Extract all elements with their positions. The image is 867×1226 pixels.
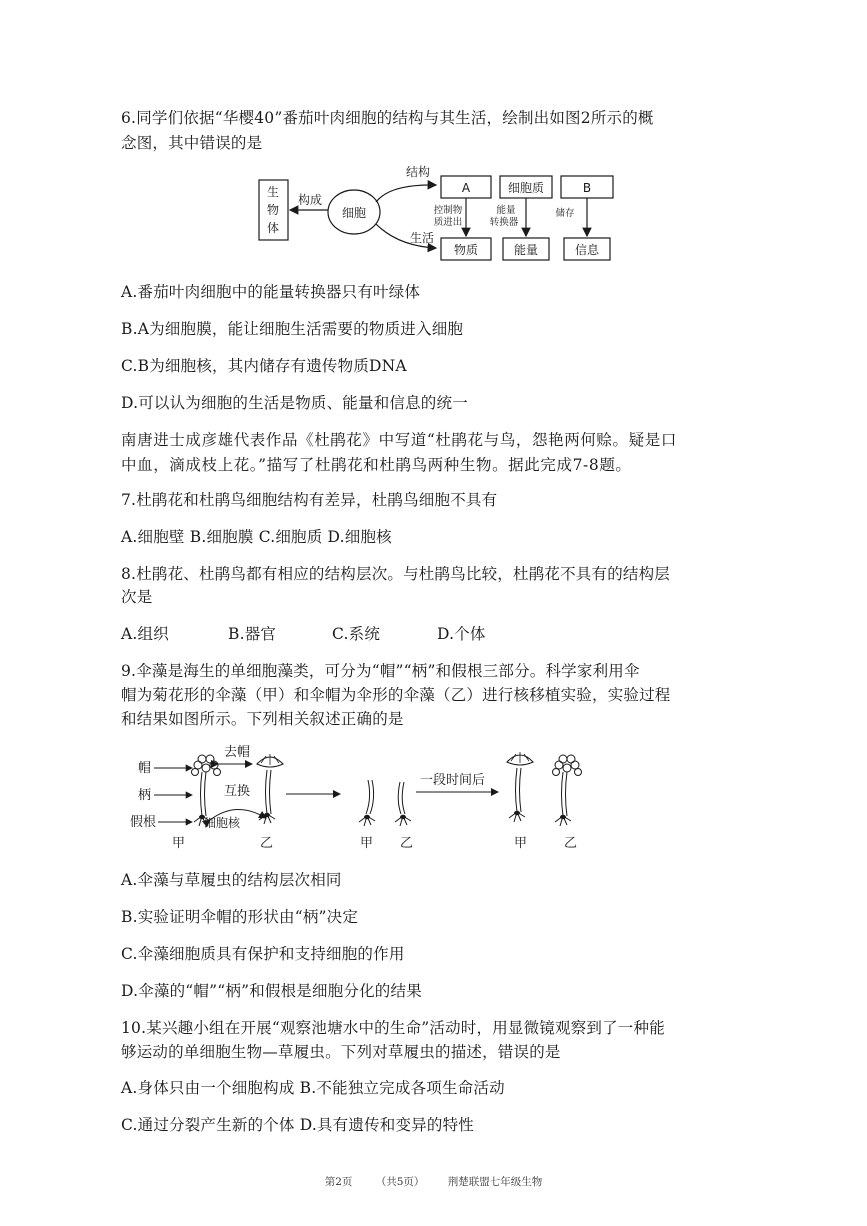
q9-option-d: D.伞藻的“帽”“柄”和假根是细胞分化的结果 [121, 982, 422, 1000]
box-a-label: A [461, 181, 471, 195]
exchange-label: 互换 [224, 784, 251, 799]
q8-stem-line2: 次是 [121, 588, 153, 606]
stage3-jia-alga [507, 752, 533, 822]
info-label: 信息 [574, 243, 600, 257]
q9-transplant-figure [120, 742, 590, 854]
q9-stem-line3: 和结果如图所示。下列相关叙述正确的是 [121, 710, 404, 728]
stage2-jia-stalk [359, 780, 375, 826]
q8-option-b: B.器官 [228, 625, 277, 643]
footer-title: 荆楚联盟七年级生物 [447, 1176, 543, 1188]
q10-options-line2: C.通过分裂产生新的个体 D.具有遗传和变异的特性 [121, 1116, 474, 1134]
intro-78-line1: 南唐进士成彦雄代表作品《杜鹃花》中写道“杜鹃花与鸟，怨艳两何赊。疑是口 [121, 431, 677, 449]
q6-stem-line1: 6.同学们依据“华樱40”番茄叶肉细胞的结构与其生活，绘制出如图2所示的概 [121, 109, 654, 127]
stage3-yi-alga [553, 755, 582, 826]
q9-stem-line2: 帽为菊花形的伞藻（甲）和伞帽为伞形的伞藻（乙）进行核移植实验，实验过程 [121, 686, 671, 704]
control-label-1: 控制物 [433, 205, 463, 216]
organism-char-1: 生 [266, 185, 280, 199]
q7-stem: 7.杜鹃花和杜鹃鸟细胞结构有差异，杜鹃鸟细胞不具有 [121, 491, 498, 509]
q9-option-a: A.伞藻与草履虫的结构层次相同 [121, 871, 342, 889]
q10-stem-line2: 够运动的单细胞生物—草履虫。下列对草履虫的描述，错误的是 [121, 1043, 561, 1061]
compose-label: 构成 [297, 193, 323, 207]
nucleus-label: 细胞核 [204, 816, 241, 830]
q9-stem-line1: 9.伞藻是海生的单细胞藻类，可分为“帽”“柄”和假根三部分。科学家利用伞 [121, 662, 640, 680]
stage3-yi-label: 乙 [564, 836, 578, 851]
organism-char-2: 物 [266, 203, 280, 217]
box-b-label: B [582, 181, 592, 195]
stage2-yi-label: 乙 [400, 836, 414, 851]
cell-label: 细胞 [341, 206, 367, 220]
energy-label-1: 能量 [496, 205, 516, 216]
q6-option-b: B.A为细胞膜，能让细胞生活需要的物质进入细胞 [121, 320, 464, 338]
matter-label: 物质 [453, 243, 479, 257]
q9-option-b: B.实验证明伞帽的形状由“柄”决定 [121, 908, 359, 926]
store-label: 储存 [555, 208, 575, 219]
q8-option-c: C.系统 [332, 625, 381, 643]
organism-char-3: 体 [266, 221, 280, 235]
structure-label: 结构 [405, 165, 431, 179]
stage1-yi-label: 乙 [260, 836, 274, 851]
after-time-label: 一段时间后 [420, 773, 486, 788]
stage1-jia-label: 甲 [172, 836, 186, 851]
energy-label-2: 转换器 [489, 217, 519, 228]
q6-option-d: D.可以认为细胞的生活是物质、能量和信息的统一 [121, 394, 468, 412]
structure-arrow [376, 185, 436, 202]
stage1-yi-alga [257, 754, 283, 824]
stage2-jia-label: 甲 [360, 836, 374, 851]
rhizoid-label: 假根 [130, 815, 157, 830]
q8-option-a: A.组织 [121, 625, 169, 643]
stage3-jia-label: 甲 [514, 836, 528, 851]
q6-option-a: A.番茄叶肉细胞中的能量转换器只有叶绿体 [121, 283, 421, 301]
intro-78-line2: 中血，滴成枝上花。”描写了杜鹃花和杜鹃鸟两种生物。据此完成7-8题。 [121, 456, 632, 474]
energy-box-label: 能量 [513, 243, 539, 257]
q10-options-line1: A.身体只由一个细胞构成 B.不能独立完成各项生命活动 [121, 1079, 505, 1097]
box-cytoplasm-label: 细胞质 [507, 181, 545, 195]
footer-total: （共5页） [375, 1176, 425, 1188]
q9-option-c: C.伞藻细胞质具有保护和支持细胞的作用 [121, 945, 405, 963]
q6-concept-diagram [250, 160, 630, 272]
page-footer [0, 1174, 867, 1189]
footer-page: 第2页 [324, 1176, 353, 1188]
q8-option-d: D.个体 [437, 625, 486, 643]
life-label: 生活 [409, 231, 435, 245]
control-label-2: 质进出 [433, 217, 463, 228]
q6-stem-line2: 念图，其中错误的是 [121, 134, 263, 152]
q7-options: A.细胞壁 B.细胞膜 C.细胞质 D.细胞核 [121, 528, 392, 546]
q8-stem-line1: 8.杜鹃花、杜鹃鸟都有相应的结构层次。与杜鹃鸟比较，杜鹃花不具有的结构层 [121, 565, 670, 583]
cap-label: 帽 [138, 761, 152, 776]
remove-cap-label: 去帽 [224, 745, 251, 760]
stalk-label: 柄 [138, 788, 152, 803]
stage2-yi-stalk [395, 782, 411, 826]
q6-option-c: C.B为细胞核，其内储存有遗传物质DNA [121, 357, 407, 375]
q10-stem-line1: 10.某兴趣小组在开展“观察池塘水中的生命”活动时，用显微镜观察到了一种能 [121, 1019, 665, 1037]
